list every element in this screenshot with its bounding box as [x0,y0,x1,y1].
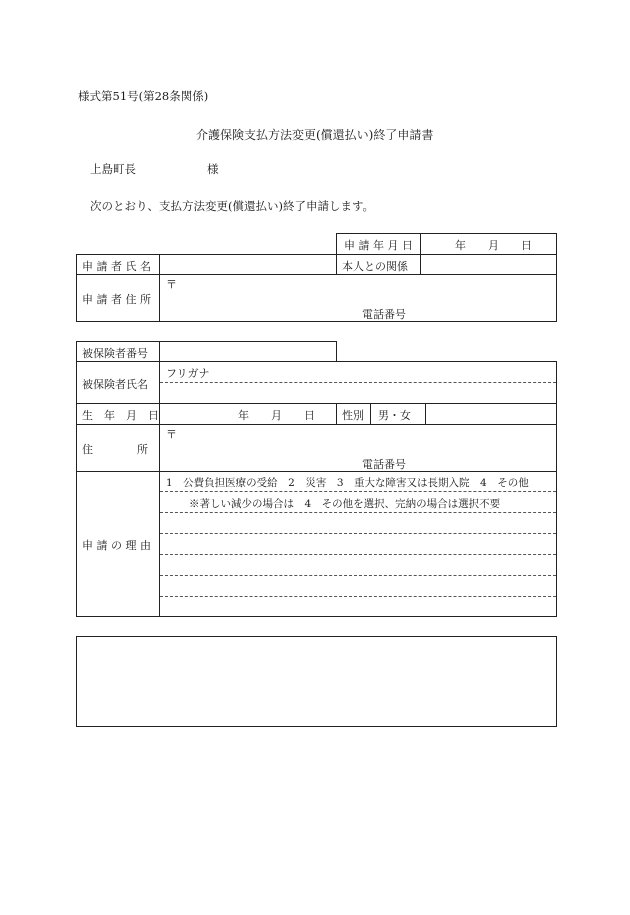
sex-label: 性別 [342,409,364,422]
applicant-address-label: 申 請 者 住 所 [82,293,151,306]
date-value: 年 月 日 [455,239,532,252]
insured-postal-mark: 〒 [166,428,177,441]
applicant-name-label: 申 請 者 氏 名 [82,260,151,273]
insured-address-field[interactable] [159,424,557,472]
remarks-box[interactable] [76,636,557,727]
form-number: 様式第51号(第28条関係) [78,89,209,103]
insured-phone-label: 電話番号 [362,458,406,471]
intro-text: 次のとおり、支払方法変更(償還払い)終了申請します。 [90,199,375,213]
reason-line-3 [160,533,556,534]
insured-number-label: 被保険者番号 [82,347,148,360]
postal-mark: 〒 [166,278,177,291]
furigana-divider [160,382,556,383]
addressee-name: 上島町長 [90,162,136,176]
birth-label: 生 年 月 日 [82,409,159,422]
insured-number-field[interactable] [159,341,337,362]
reason-options: 1 公費負担医療の受給 2 災害 3 重大な障害又は長期入院 4 その他 [166,477,529,489]
insured-name-label: 被保険者氏名 [82,378,148,391]
reason-line-2 [160,512,556,513]
applicant-phone-label: 電話番号 [362,308,406,321]
birth-value: 年 月 日 [238,409,315,422]
date-label: 申 請 年 月 日 [344,239,413,252]
addressee-honorific: 様 [207,162,219,176]
reason-label: 申 請 の 理 由 [82,539,151,552]
reason-line-5 [160,575,556,576]
reason-line-4 [160,554,556,555]
reason-note: ※著しい減少の場合は 4 その他を選択、完納の場合は選択不要 [189,498,501,510]
relation-label: 本人との関係 [342,260,408,273]
reason-line-6 [160,596,556,597]
sex-blank-cell [425,403,557,425]
insured-address-label: 住 所 [82,443,148,456]
applicant-name-field[interactable] [159,254,337,275]
furigana-label: フリガナ [166,367,210,380]
form-title: 介護保険支払方法変更(償還払い)終了申請書 [196,128,434,142]
applicant-address-field[interactable] [159,274,557,322]
reason-line-1 [160,491,556,492]
sex-value: 男・女 [378,409,411,422]
relation-field[interactable] [420,254,557,275]
